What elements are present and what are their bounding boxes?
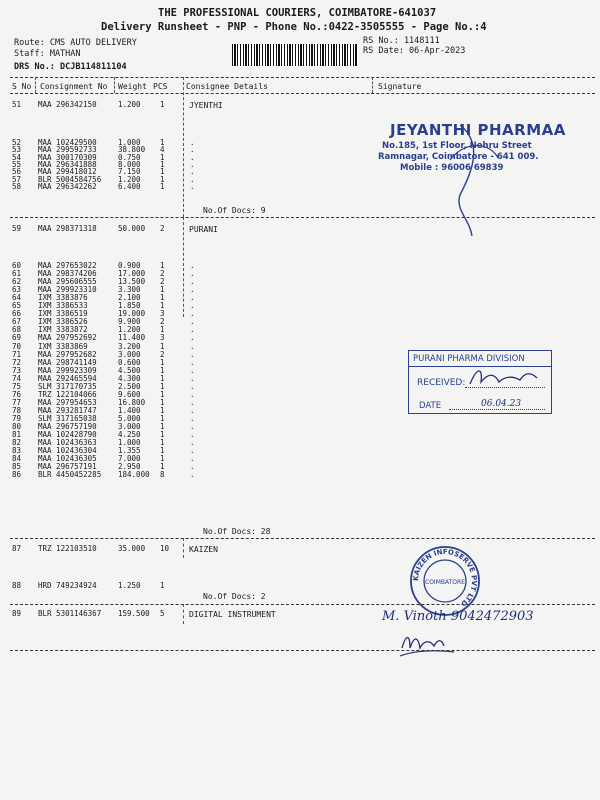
col-sep (372, 77, 373, 93)
row-consignee-mark: . (190, 365, 195, 375)
row-pcs: 1 (160, 462, 165, 472)
row-consignee-mark: . (190, 309, 195, 319)
stamp-address-line2: Ramnagar, Coimbatore - 641 009. (378, 152, 539, 162)
row-consignee-mark: . (190, 181, 195, 191)
row-weight: 2.950 (118, 462, 141, 472)
barcode (232, 44, 358, 66)
row-sno: 65 (12, 301, 22, 311)
row-sno: 88 (12, 581, 22, 590)
row-consignment-no: MAA 298371318 (38, 224, 97, 233)
row-pcs: 2 (160, 224, 165, 233)
col-header-sno: S No (12, 82, 32, 91)
row-pcs: 1 (160, 301, 165, 311)
row-pcs: 1 (160, 138, 165, 147)
table-row (0, 286, 600, 294)
row-weight: 159.500 (118, 609, 150, 618)
row-consignee-mark: . (190, 138, 195, 147)
row-sno: 59 (12, 224, 22, 233)
row-consignment-no: IXM 3383872 (38, 325, 88, 335)
purani-signature-scribble (465, 362, 545, 394)
rs-number: RS No.: 1148111 (363, 36, 440, 46)
row-consignee-mark: . (190, 341, 195, 351)
col-sep (183, 217, 184, 317)
row-pcs: 3 (160, 333, 165, 343)
row-pcs: 1 (160, 413, 165, 423)
row-pcs: 1 (160, 446, 165, 456)
row-pcs: 1 (160, 341, 165, 351)
row-consignee-mark: . (190, 381, 195, 391)
consignee-name: KAIZEN (189, 545, 218, 554)
consignee-name: JYENTHI (189, 101, 223, 110)
table-row (0, 471, 600, 479)
row-weight: 3.200 (118, 341, 141, 351)
row-consignment-no: MAA 300170309 (38, 152, 97, 162)
row-consignment-no: IXM 3383876 (38, 293, 88, 303)
row-consignment-no: MAA 299923310 (38, 285, 97, 295)
row-consignment-no: MAA 299923309 (38, 365, 97, 375)
table-row (0, 318, 600, 326)
row-sno: 76 (12, 389, 22, 399)
row-sno: 52 (12, 138, 22, 147)
row-pcs: 1 (160, 581, 165, 590)
group-separator (10, 538, 595, 539)
row-consignee-mark: . (190, 325, 195, 335)
row-sno: 64 (12, 293, 22, 303)
digital-instrument-signature: M. Vinoth 9042472903 (382, 609, 534, 624)
row-pcs: 1 (160, 325, 165, 335)
row-sno: 67 (12, 317, 22, 327)
drs-number: DRS No.: DCJB114811104 (14, 62, 127, 72)
row-consignee-mark: . (190, 145, 195, 155)
row-weight: 1.400 (118, 405, 141, 415)
row-weight: 1.355 (118, 446, 141, 456)
row-pcs: 1 (160, 357, 165, 367)
row-sno: 72 (12, 357, 22, 367)
consignee-name: DIGITAL INSTRUMENT (189, 610, 276, 619)
row-consignment-no: BLR 4450452285 (38, 470, 102, 480)
row-consignment-no: MAA 296341888 (38, 159, 97, 169)
row-pcs: 1 (160, 167, 165, 177)
row-consignee-mark: . (190, 413, 195, 423)
row-sno: 53 (12, 145, 22, 155)
row-sno: 58 (12, 181, 22, 191)
row-weight: 3.000 (118, 422, 141, 431)
row-weight: 7.000 (118, 454, 141, 464)
row-consignment-no: MAA 296342262 (38, 181, 97, 191)
row-consignee-mark: . (190, 357, 195, 367)
row-weight: 1.250 (118, 581, 141, 590)
row-consignment-no: TRZ 122103510 (38, 544, 97, 553)
row-weight: 1.000 (118, 438, 141, 448)
row-consignment-no: MAA 297952692 (38, 333, 97, 343)
jeyanthi-signature-scribble (430, 120, 510, 240)
row-consignee-mark: . (190, 293, 195, 303)
docs-count-kaizen: No.Of Docs: 2 (203, 592, 266, 601)
row-weight: 4.300 (118, 373, 141, 383)
row-consignee-mark: . (190, 397, 195, 407)
row-consignee-mark: . (190, 269, 195, 279)
col-header-signature: Signature (378, 82, 422, 91)
row-consignment-no: TRZ 122104066 (38, 389, 97, 399)
row-weight: 9.900 (118, 317, 141, 327)
row-sno: 57 (12, 174, 22, 184)
row-consignment-no: MAA 299592733 (38, 145, 97, 155)
row-sno: 74 (12, 373, 22, 383)
row-sno: 56 (12, 167, 22, 177)
row-pcs: 1 (160, 159, 165, 169)
row-pcs: 1 (160, 405, 165, 415)
row-sno: 77 (12, 397, 22, 407)
table-row (0, 302, 600, 310)
row-pcs: 1 (160, 422, 165, 431)
row-sno: 62 (12, 277, 22, 287)
row-pcs: 2 (160, 269, 165, 279)
row-consignee-mark: . (190, 277, 195, 287)
row-pcs: 2 (160, 349, 165, 359)
purani-stamp-name: PURANI PHARMA DIVISION (413, 354, 525, 364)
row-consignee-mark: . (190, 430, 195, 440)
row-consignee-mark: . (190, 285, 195, 295)
row-weight: 3.000 (118, 349, 141, 359)
row-consignment-no: MAA 102436305 (38, 454, 97, 464)
row-consignment-no: BLR 5301146367 (38, 609, 102, 618)
row-weight: 38.800 (118, 145, 146, 155)
row-consignment-no: MAA 299418012 (38, 167, 97, 177)
row-consignment-no: MAA 297954653 (38, 397, 97, 407)
row-sno: 89 (12, 609, 22, 618)
row-pcs: 1 (160, 181, 165, 191)
row-consignment-no: IXM 3386533 (38, 301, 88, 311)
header-rule-bottom (10, 93, 595, 94)
row-sno: 66 (12, 309, 22, 319)
col-sep (114, 77, 115, 93)
row-consignee-mark: . (190, 405, 195, 415)
kaizen-seal-center-text: COIMBATORE (425, 579, 465, 586)
header-rule-top (10, 77, 595, 78)
row-consignee-mark: . (190, 301, 195, 311)
row-sno: 85 (12, 462, 22, 472)
col-sep (35, 77, 36, 93)
col-sep (183, 604, 184, 624)
row-consignee-mark: . (190, 470, 195, 480)
row-pcs: 1 (160, 285, 165, 295)
row-consignee-mark: . (190, 438, 195, 448)
row-pcs: 8 (160, 470, 165, 480)
col-sep (183, 538, 184, 558)
row-weight: 2.100 (118, 293, 141, 303)
row-consignment-no: MAA 293281747 (38, 405, 97, 415)
row-weight: 16.800 (118, 397, 146, 407)
row-consignee-mark: . (190, 446, 195, 456)
row-consignee-mark: . (190, 152, 195, 162)
row-sno: 73 (12, 365, 22, 375)
col-header-pcs: PCS (153, 82, 168, 91)
row-sno: 70 (12, 341, 22, 351)
row-pcs: 2 (160, 317, 165, 327)
row-consignment-no: IXM 3386519 (38, 309, 88, 319)
row-sno: 79 (12, 413, 22, 423)
row-consignee-mark: . (190, 349, 195, 359)
stamp-address-line1: No.185, 1st Floor, Nehru Street (382, 141, 532, 151)
row-weight: 1.000 (118, 138, 141, 147)
row-pcs: 3 (160, 309, 165, 319)
group-separator (10, 604, 595, 605)
table-row (0, 101, 600, 109)
row-consignee-mark: . (190, 373, 195, 383)
group-separator (10, 650, 595, 651)
row-consignee-mark: . (190, 174, 195, 184)
row-pcs: 1 (160, 293, 165, 303)
route-label: Route: CMS AUTO DELIVERY (14, 38, 137, 48)
row-consignment-no: MAA 292465594 (38, 373, 97, 383)
row-pcs: 2 (160, 277, 165, 287)
row-pcs: 1 (160, 454, 165, 464)
purani-date-line (449, 409, 545, 410)
row-sno: 61 (12, 269, 22, 279)
row-weight: 50.000 (118, 224, 146, 233)
row-weight: 0.750 (118, 152, 141, 162)
row-consignment-no: MAA 102436304 (38, 446, 97, 456)
row-consignment-no: IXM 3383869 (38, 341, 88, 351)
row-weight: 0.600 (118, 357, 141, 367)
table-row (0, 310, 600, 318)
row-consignee-mark: . (190, 462, 195, 472)
row-sno: 87 (12, 544, 22, 553)
row-consignment-no: MAA 102429500 (38, 138, 97, 147)
row-consignee-mark: . (190, 422, 195, 431)
row-pcs: 1 (160, 373, 165, 383)
row-weight: 1.200 (118, 174, 141, 184)
row-consignment-no: MAA 297653022 (38, 261, 97, 270)
row-weight: 0.900 (118, 261, 141, 270)
row-pcs: 1 (160, 389, 165, 399)
purani-date-value: 06.04.23 (481, 399, 522, 409)
table-row (0, 334, 600, 342)
row-sno: 80 (12, 422, 22, 431)
row-pcs: 1 (160, 152, 165, 162)
row-consignment-no: MAA 102428790 (38, 430, 97, 440)
row-consignment-no: MAA 296757191 (38, 462, 97, 472)
digital-signature-scribble (398, 628, 458, 660)
document-subtitle: Delivery Runsheet - PNP - Phone No.:0422-3505555 - Page No.:4 (101, 21, 487, 33)
row-weight: 11.400 (118, 333, 146, 343)
row-weight: 1.200 (118, 100, 141, 109)
row-sno: 51 (12, 100, 22, 109)
row-sno: 78 (12, 405, 22, 415)
row-sno: 84 (12, 454, 22, 464)
col-header-consignee: Consignee Details (186, 82, 268, 91)
row-weight: 17.000 (118, 269, 146, 279)
row-sno: 63 (12, 285, 22, 295)
row-sno: 75 (12, 381, 22, 391)
row-consignment-no: HRD 749234924 (38, 581, 97, 590)
row-consignment-no: BLR 5004584756 (38, 174, 102, 184)
row-sno: 54 (12, 152, 22, 162)
stamp-mobile: Mobile : 96006 69839 (400, 163, 504, 173)
row-sno: 55 (12, 159, 22, 169)
row-pcs: 1 (160, 438, 165, 448)
row-sno: 71 (12, 349, 22, 359)
row-weight: 19.000 (118, 309, 146, 319)
row-pcs: 1 (160, 100, 165, 109)
table-row (0, 294, 600, 302)
rs-date: RS Date: 06-Apr-2023 (363, 46, 466, 56)
row-pcs: 1 (160, 397, 165, 407)
row-sno: 81 (12, 430, 22, 440)
row-consignee-mark: . (190, 167, 195, 177)
row-pcs: 4 (160, 145, 165, 155)
row-sno: 82 (12, 438, 22, 448)
row-weight: 13.500 (118, 277, 146, 287)
staff-label: Staff: MATHAN (14, 49, 81, 59)
row-pcs: 1 (160, 381, 165, 391)
row-weight: 5.000 (118, 413, 141, 423)
row-pcs: 1 (160, 174, 165, 184)
row-weight: 1.200 (118, 325, 141, 335)
kaizen-seal-ring-text: KAIZEN INFOSERVE PVT LTD (411, 547, 479, 608)
row-consignment-no: SLM 317170735 (38, 381, 97, 391)
row-consignment-no: MAA 102436363 (38, 438, 97, 448)
purani-received-label: RECEIVED: (417, 378, 466, 388)
row-consignment-no: MAA 296757190 (38, 422, 97, 431)
row-weight: 7.150 (118, 167, 141, 177)
row-weight: 184.000 (118, 470, 150, 480)
row-sno: 69 (12, 333, 22, 343)
row-sno: 60 (12, 261, 22, 270)
row-sno: 68 (12, 325, 22, 335)
row-consignment-no: MAA 298374206 (38, 269, 97, 279)
row-weight: 3.300 (118, 285, 141, 295)
col-header-consignment: Consignment No (40, 82, 108, 91)
table-row (0, 582, 600, 590)
stamp-company-name: JEYANTHI PHARMAA (390, 121, 566, 139)
row-sno: 83 (12, 446, 22, 456)
row-weight: 1.850 (118, 301, 141, 311)
row-weight: 6.400 (118, 181, 141, 191)
row-consignee-mark: . (190, 333, 195, 343)
row-pcs: 1 (160, 365, 165, 375)
row-weight: 2.500 (118, 381, 141, 391)
row-pcs: 1 (160, 261, 165, 270)
row-consignment-no: MAA 298741149 (38, 357, 97, 367)
row-weight: 8.000 (118, 159, 141, 169)
table-row (0, 225, 600, 233)
row-consignment-no: SLM 317165038 (38, 413, 97, 423)
row-consignment-no: MAA 297952682 (38, 349, 97, 359)
kaizen-seal-icon (408, 544, 482, 618)
purani-date-label: DATE (419, 401, 442, 411)
docs-count-jyenthi: No.Of Docs: 9 (203, 206, 266, 215)
consignee-name: PURANI (189, 225, 218, 234)
row-pcs: 1 (160, 430, 165, 440)
row-consignee-mark: . (190, 389, 195, 399)
row-weight: 35.000 (118, 544, 146, 553)
row-weight: 4.500 (118, 365, 141, 375)
docs-count-purani: No.Of Docs: 28 (203, 527, 271, 536)
document-title: THE PROFESSIONAL COURIERS, COIMBATORE-641037 (158, 7, 437, 19)
row-consignment-no: IXM 3386526 (38, 317, 88, 327)
row-consignee-mark: . (190, 261, 195, 270)
row-consignee-mark: . (190, 159, 195, 169)
row-consignee-mark: . (190, 454, 195, 464)
row-sno: 86 (12, 470, 22, 480)
row-pcs: 10 (160, 544, 170, 553)
row-consignment-no: MAA 295606555 (38, 277, 97, 287)
col-header-weight: Weight (118, 82, 147, 91)
row-consignee-mark: . (190, 317, 195, 327)
row-pcs: 5 (160, 609, 165, 618)
table-row (0, 545, 600, 553)
row-weight: 4.250 (118, 430, 141, 440)
row-weight: 9.600 (118, 389, 141, 399)
row-consignment-no: MAA 296342150 (38, 100, 97, 109)
